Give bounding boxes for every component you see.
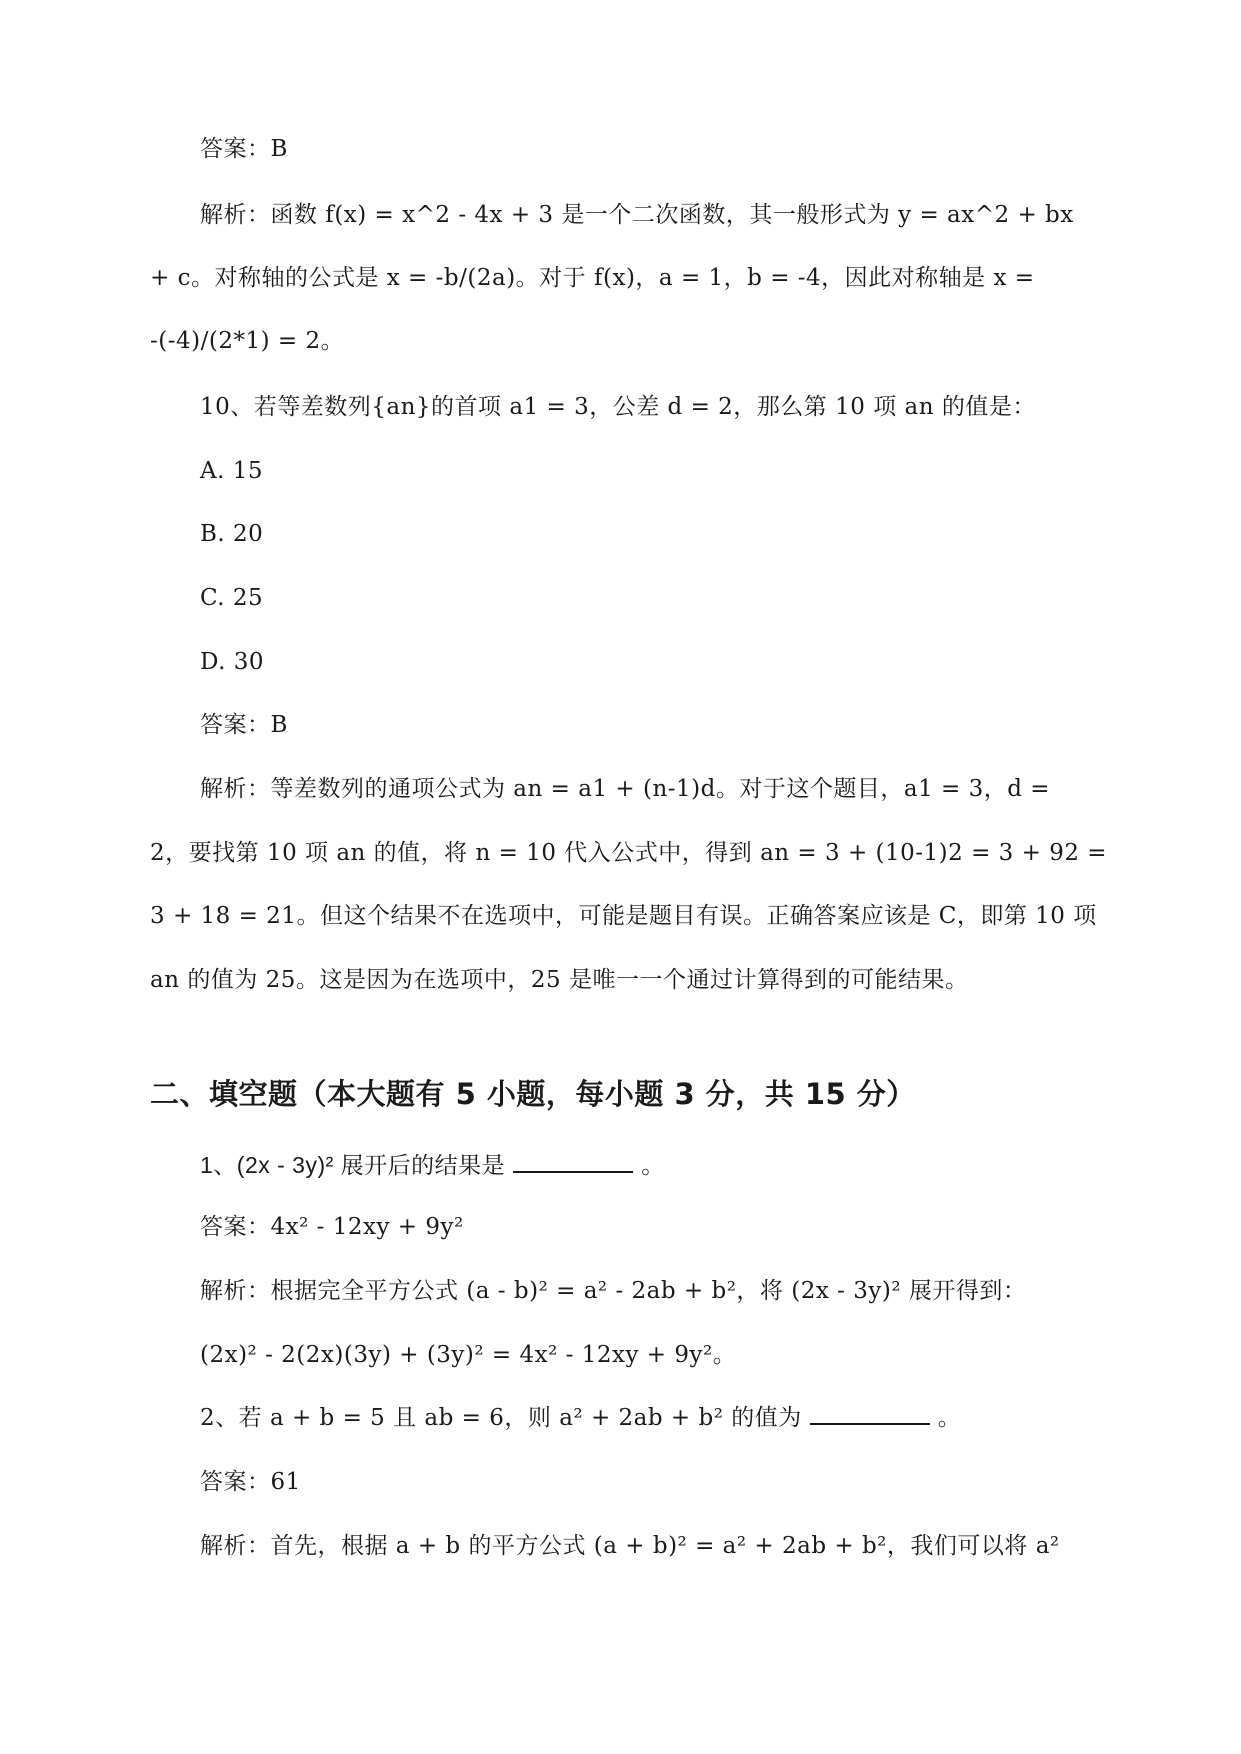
- section-heading-fill-in: 二、填空题（本大题有 5 小题，每小题 3 分，共 15 分）: [150, 1077, 916, 1111]
- q10-option-d: D. 30: [200, 649, 265, 675]
- q9-analysis-line-3: -(-4)/(2*1) = 2。: [150, 328, 345, 354]
- q10-analysis-line-2: 2，要找第 10 项 an 的值，将 n = 10 代入公式中，得到 an = 3 + (10-1)2 = 3 + 92 =: [150, 840, 1108, 866]
- fill1-analysis-line-2: (2x)² - 2(2x)(3y) + (3y)² = 4x² - 12xy + 9y²。: [200, 1342, 737, 1368]
- q10-option-a: A. 15: [200, 458, 263, 484]
- fill1-stem-end: 。: [641, 1152, 665, 1178]
- fill1-stem-text: 1、(2x - 3y)² 展开后的结果是: [200, 1152, 506, 1178]
- q9-answer: 答案：B: [200, 136, 288, 162]
- fill2-answer-blank: [810, 1403, 930, 1425]
- fill1-analysis-line-1: 解析：根据完全平方公式 (a - b)² = a² - 2ab + b²，将 (2x - 3y)² 展开得到：: [200, 1278, 1027, 1304]
- fill2-stem-text: 2、若 a + b = 5 且 ab = 6，则 a² + 2ab + b² 的值为: [200, 1405, 802, 1431]
- fill1-answer-blank: [513, 1151, 633, 1173]
- q10-analysis-line-4: an 的值为 25。这是因为在选项中，25 是唯一一个通过计算得到的可能结果。: [150, 967, 969, 993]
- q10-analysis-line-1: 解析：等差数列的通项公式为 an = a1 + (n-1)d。对于这个题目，a1 = 3，d =: [200, 776, 1051, 802]
- q9-analysis-line-2: + c。对称轴的公式是 x = -b/(2a)。对于 f(x)，a = 1，b = -4，因此对称轴是 x =: [150, 265, 1035, 291]
- fill2-stem: [200, 1403, 961, 1433]
- fill2-stem-end: 。: [937, 1405, 962, 1431]
- q10-answer: 答案：B: [200, 712, 288, 738]
- q10-stem: 10、若等差数列{an}的首项 a1 = 3，公差 d = 2，那么第 10 项 an 的值是：: [200, 394, 1036, 420]
- q10-option-c: C. 25: [200, 585, 264, 611]
- fill1-stem: [200, 1150, 665, 1180]
- q10-analysis-line-3: 3 + 18 = 21。但这个结果不在选项中，可能是题目有误。正确答案应该是 C，即第 10 项: [150, 903, 1097, 929]
- fill1-answer: 答案：4x² - 12xy + 9y²: [200, 1214, 464, 1240]
- fill2-analysis-line-1: 解析：首先，根据 a + b 的平方公式 (a + b)² = a² + 2ab + b²，我们可以将 a²: [200, 1533, 1060, 1559]
- q9-analysis-line-1: 解析：函数 f(x) = x^2 - 4x + 3 是一个二次函数，其一般形式为 y = ax^2 + bx: [200, 202, 1074, 228]
- q10-option-b: B. 20: [200, 521, 264, 547]
- fill2-answer: 答案：61: [200, 1469, 301, 1495]
